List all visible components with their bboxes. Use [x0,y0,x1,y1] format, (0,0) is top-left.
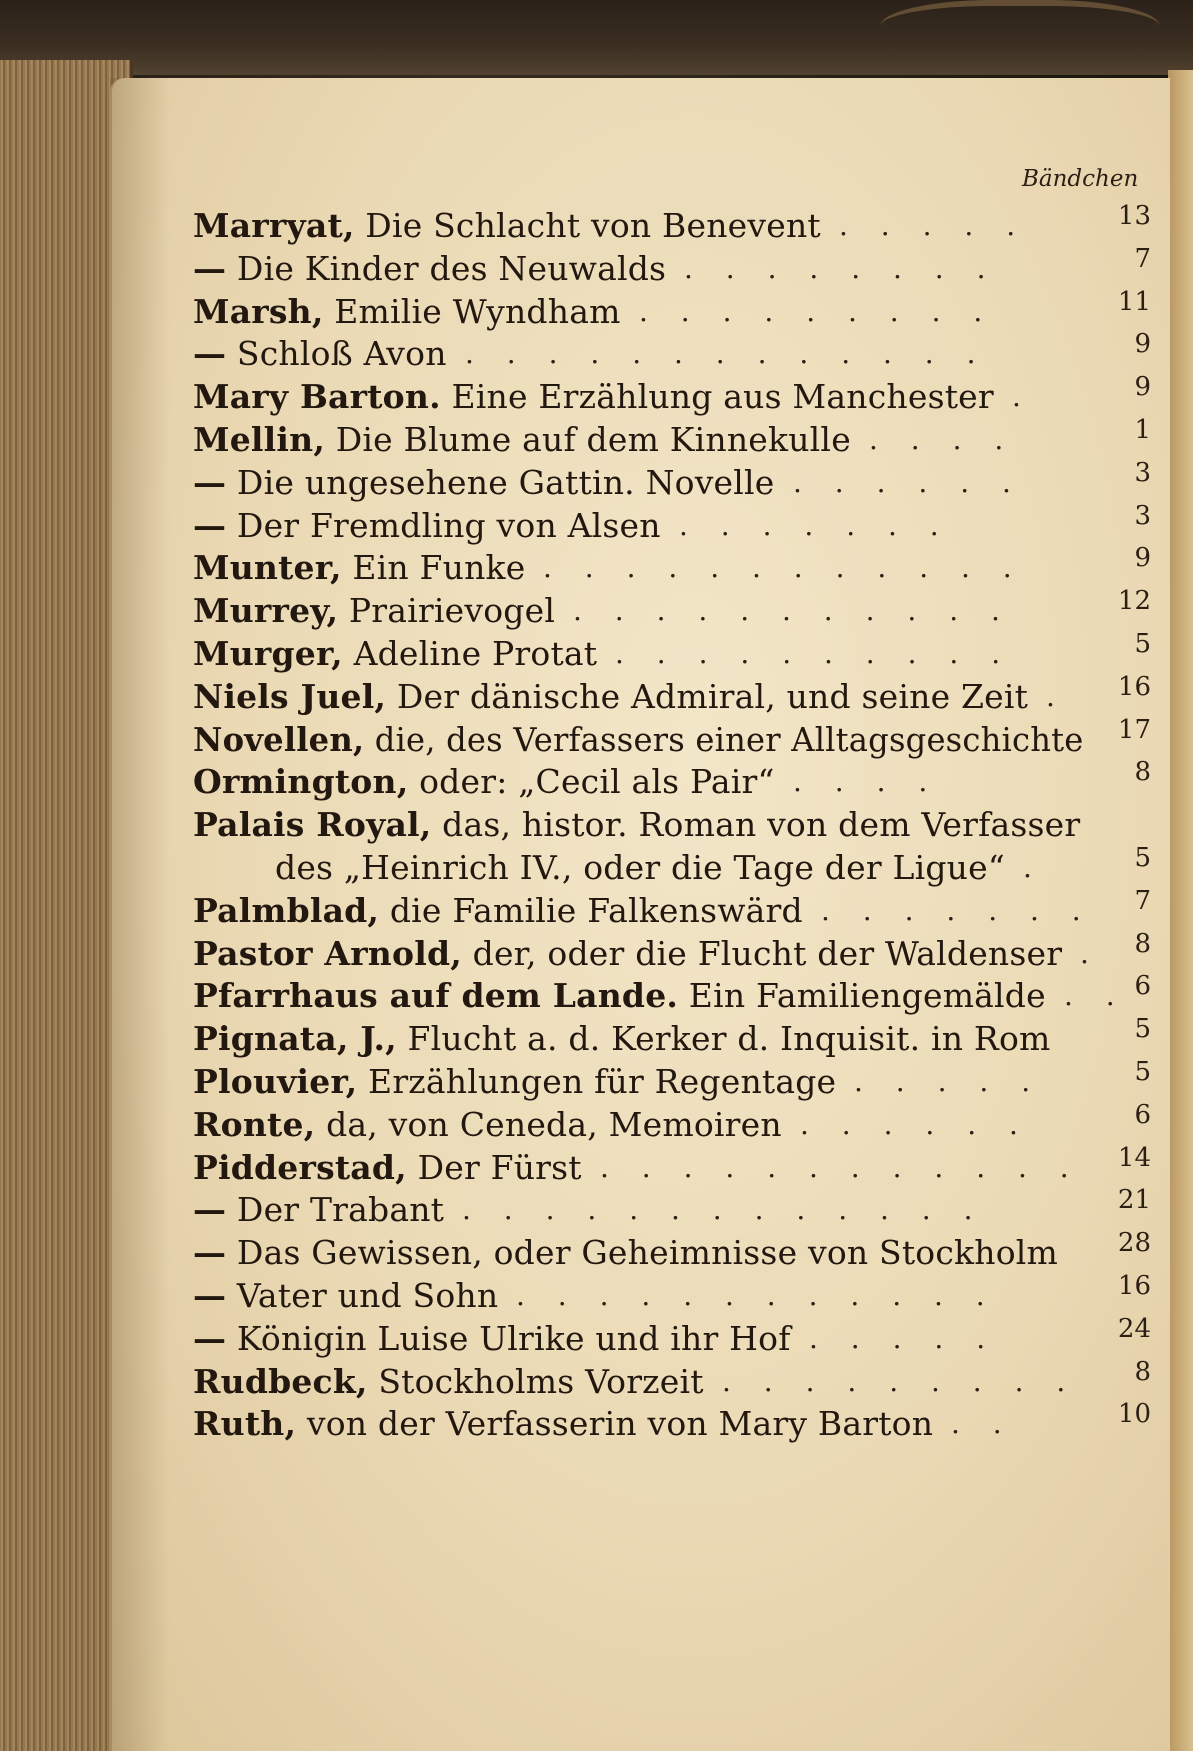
entry-author: — [193,1190,227,1230]
entry-title: Königin Luise Ulrike und ihr Hof [236,1318,791,1358]
dot-leader: . . . . . . [800,1107,1030,1141]
dot-leader: . [1080,936,1101,970]
catalog-entry [193,1142,1153,1190]
dot-leader: . . . . . . . . . . . . [600,1150,1081,1184]
entry-text [193,462,775,504]
entry-text [193,1403,933,1445]
entry-title: Schloß Avon [236,334,447,374]
entry-text [193,1189,444,1231]
entry-title: Der dänische Admiral, und seine Zeit [396,676,1029,716]
catalog-entry [193,286,1153,334]
entry-title: die Familie Falkenswärd [389,890,803,930]
dot-leader: . . . . [793,765,940,799]
entry-author: Ormington, [193,762,409,802]
entry-author: Mary Barton. [193,377,441,417]
dot-leader: . [1012,380,1033,414]
entry-title: Der Fremdling von Alsen [236,505,661,545]
entry-author: — [193,1233,227,1273]
catalog-entry [193,1056,1153,1104]
dot-leader: . . . . . . . . . [722,1364,1078,1398]
catalog-entry [193,714,1153,762]
entry-author: Mellin, [193,419,326,459]
entry-text [193,1061,836,1103]
dot-leader: . . . . . . . . . . [615,636,1013,670]
catalog-entry [193,885,1153,933]
entry-author: — [193,334,227,374]
volume-number: 5 [1134,842,1151,873]
catalog-entry [193,757,1153,804]
entry-text [193,505,661,547]
entry-text [193,1232,1058,1274]
entry-text [193,933,1062,975]
entry-text [193,1361,704,1403]
catalog-entry [193,628,1153,676]
volume-number: 8 [1134,757,1151,788]
entry-text [193,719,1084,761]
entry-title: Die Blume auf dem Kinnekulle [335,419,851,459]
entry-author: Ruth, [193,1404,297,1444]
volume-number: 5 [1134,1056,1151,1087]
entry-text [193,376,994,418]
dot-leader: . . . . . . . . . . . . [543,551,1024,585]
catalog-entry [193,1014,1153,1061]
catalog-entry [193,500,1153,548]
catalog-entry [193,971,1153,1018]
entry-text [193,1104,782,1146]
entry-title: von der Verfasserin von Mary Barton [306,1404,934,1444]
entry-text [193,1018,1051,1060]
volume-number: 6 [1134,971,1151,1002]
dot-leader: . . . . . . . . . [639,294,995,328]
volume-number: 9 [1134,543,1151,574]
volume-number: 28 [1117,1228,1151,1259]
entry-title: Emilie Wyndham [334,291,621,331]
gutter-shadow [110,78,170,1751]
entry-title: der, oder die Flucht der Waldenser [472,933,1063,973]
catalog-entry [193,1228,1153,1275]
entry-author: — [193,505,227,545]
entry-title: Erzählungen für Regentage [368,1061,837,1101]
entry-author: Murger, [193,633,343,673]
binding-cord [880,0,1160,66]
dot-leader: . . . . . [854,1064,1043,1098]
entry-text [193,890,803,932]
adjacent-page-edge [1168,70,1193,1751]
catalog-entry [193,1399,1153,1446]
column-header-volumes: Bändchen [1022,166,1139,192]
volume-number: 21 [1117,1185,1151,1216]
entry-author: Ronte, [193,1104,316,1144]
catalog-entry [193,329,1153,376]
entry-title: Vater und Sohn [236,1275,499,1315]
entry-author: Pidderstad, [193,1147,407,1187]
volume-number: 24 [1117,1313,1151,1344]
volume-number: 11 [1117,286,1151,317]
entry-text [193,1318,791,1360]
dot-leader: . . . . . . . [821,893,1093,927]
catalog-entry [193,457,1153,505]
catalog-entry [193,243,1153,291]
catalog-entry [193,201,1153,248]
entry-author: Marsh, [193,291,324,331]
catalog-entry [193,1313,1153,1361]
volume-number: 17 [1117,714,1151,745]
entry-title: Der Fürst [417,1147,582,1187]
catalog-entry [193,372,1153,419]
volume-number: 8 [1134,1356,1151,1387]
entry-title: Flucht a. d. Kerker d. Inquisit. in Rom [407,1019,1051,1059]
entry-title: Stockholms Vorzeit [378,1361,704,1401]
entry-author: Niels Juel, [193,676,387,716]
entry-author: Pfarrhaus auf dem Lande. [193,976,679,1016]
dot-leader: . . . . . . [793,465,1023,499]
entry-title: die, des Verfassers einer Alltagsgeschichte [374,719,1084,759]
volume-number: 5 [1134,628,1151,659]
entry-title: das, histor. Roman von dem Verfasser [442,805,1081,845]
entry-title: Die Schlacht von Benevent [365,206,821,245]
entry-text [193,419,851,461]
entry-title: Ein Familiengemälde [688,976,1046,1016]
volume-number: 12 [1117,586,1151,617]
dot-leader: . . . . . . . . . . . . [516,1278,997,1312]
entry-author: Pignata, J., [193,1019,397,1059]
entry-author: Marryat, [193,206,355,245]
entry-text [193,975,1046,1017]
dot-leader: . . . . . . . [679,508,951,542]
volume-number: 16 [1117,1270,1151,1301]
entry-title: oder: „Cecil als Pair“ [419,762,775,802]
entry-author: Palmblad, [193,890,380,930]
catalog-entry [193,1185,1153,1232]
dot-leader: . . [951,1407,1014,1441]
volume-number: 9 [1134,329,1151,360]
entry-text [193,248,666,290]
entry-text [193,633,597,675]
catalog-entry [193,586,1153,633]
volume-number: 6 [1134,1099,1151,1130]
entry-title: Die Kinder des Neuwalds [236,248,667,288]
dot-leader: . . . . . . . . [684,251,998,285]
dot-leader: . [1046,679,1067,713]
volume-number: 16 [1117,671,1151,702]
entry-text [193,676,1028,718]
entry-author: Novellen, [193,719,365,759]
volume-number: 5 [1134,1014,1151,1045]
entry-title: Eine Erzählung aus Manchester [451,377,994,417]
dot-leader: . . . . . . . . . . . . . [465,337,988,371]
catalog-entry [193,414,1153,462]
entry-text [193,333,447,375]
volume-number: 13 [1117,201,1151,231]
volume-number: 14 [1117,1142,1151,1173]
volume-number: 3 [1134,500,1151,531]
catalog-entry [193,543,1153,590]
catalog-entry [193,671,1153,719]
volume-number: 8 [1134,928,1151,959]
entry-author: — [193,248,227,288]
dot-leader: . . . . . . . . . . . [573,594,1012,628]
entry-author: — [193,462,227,502]
entry-title: Prairievogel [348,591,556,631]
dot-leader: . . . . [869,422,1016,456]
entry-author: Palais Royal, [193,805,432,845]
entry-title: Der Trabant [236,1190,445,1230]
entry-title: des „Heinrich IV., oder die Tage der Ligue“ [275,847,1005,887]
entry-text [193,1275,498,1317]
entry-text [193,1147,582,1189]
catalog-entry [193,1270,1153,1318]
dot-leader: . [1023,850,1044,884]
volume-number: 7 [1134,243,1151,274]
entry-author: Pastor Arnold, [193,933,462,973]
entry-author: — [193,1275,227,1315]
catalog-entry [193,804,1153,847]
catalog-entry [193,1356,1153,1404]
dot-leader: . . [1064,979,1127,1013]
volume-number: 9 [1134,372,1151,403]
entry-author: — [193,1318,227,1358]
volume-number: 3 [1134,457,1151,488]
entry-text [193,291,621,333]
entry-author: Munter, [193,548,342,588]
volume-number: 10 [1117,1399,1151,1430]
entry-author: Murrey, [193,591,339,631]
entry-text [193,590,555,632]
catalog-entry [193,1099,1153,1147]
volume-number: 1 [1134,414,1151,445]
entry-author: Plouvier, [193,1061,358,1101]
entry-title: da, von Ceneda, Memoiren [326,1104,782,1144]
dot-leader: . . . . . [809,1321,998,1355]
entry-title: Adeline Protat [353,633,598,673]
dot-leader: . . . . . [839,209,1028,242]
entry-text [193,547,525,589]
entry-title: Die ungesehene Gattin. Novelle [236,462,775,502]
entry-text [275,847,1005,889]
entry-text [193,205,821,247]
entry-title: Ein Funke [352,548,526,588]
entry-author: Rudbeck, [193,1361,368,1401]
catalog-entry [193,928,1153,976]
entry-text [193,804,1080,846]
catalog-list [193,201,1153,1446]
catalog-entry [193,842,1153,890]
entry-text [193,761,775,803]
volume-number: 7 [1134,885,1151,916]
dot-leader: . . . . . . . . . . . . . [462,1193,985,1227]
entry-title: Das Gewissen, oder Geheimnisse von Stockholm [236,1233,1059,1273]
